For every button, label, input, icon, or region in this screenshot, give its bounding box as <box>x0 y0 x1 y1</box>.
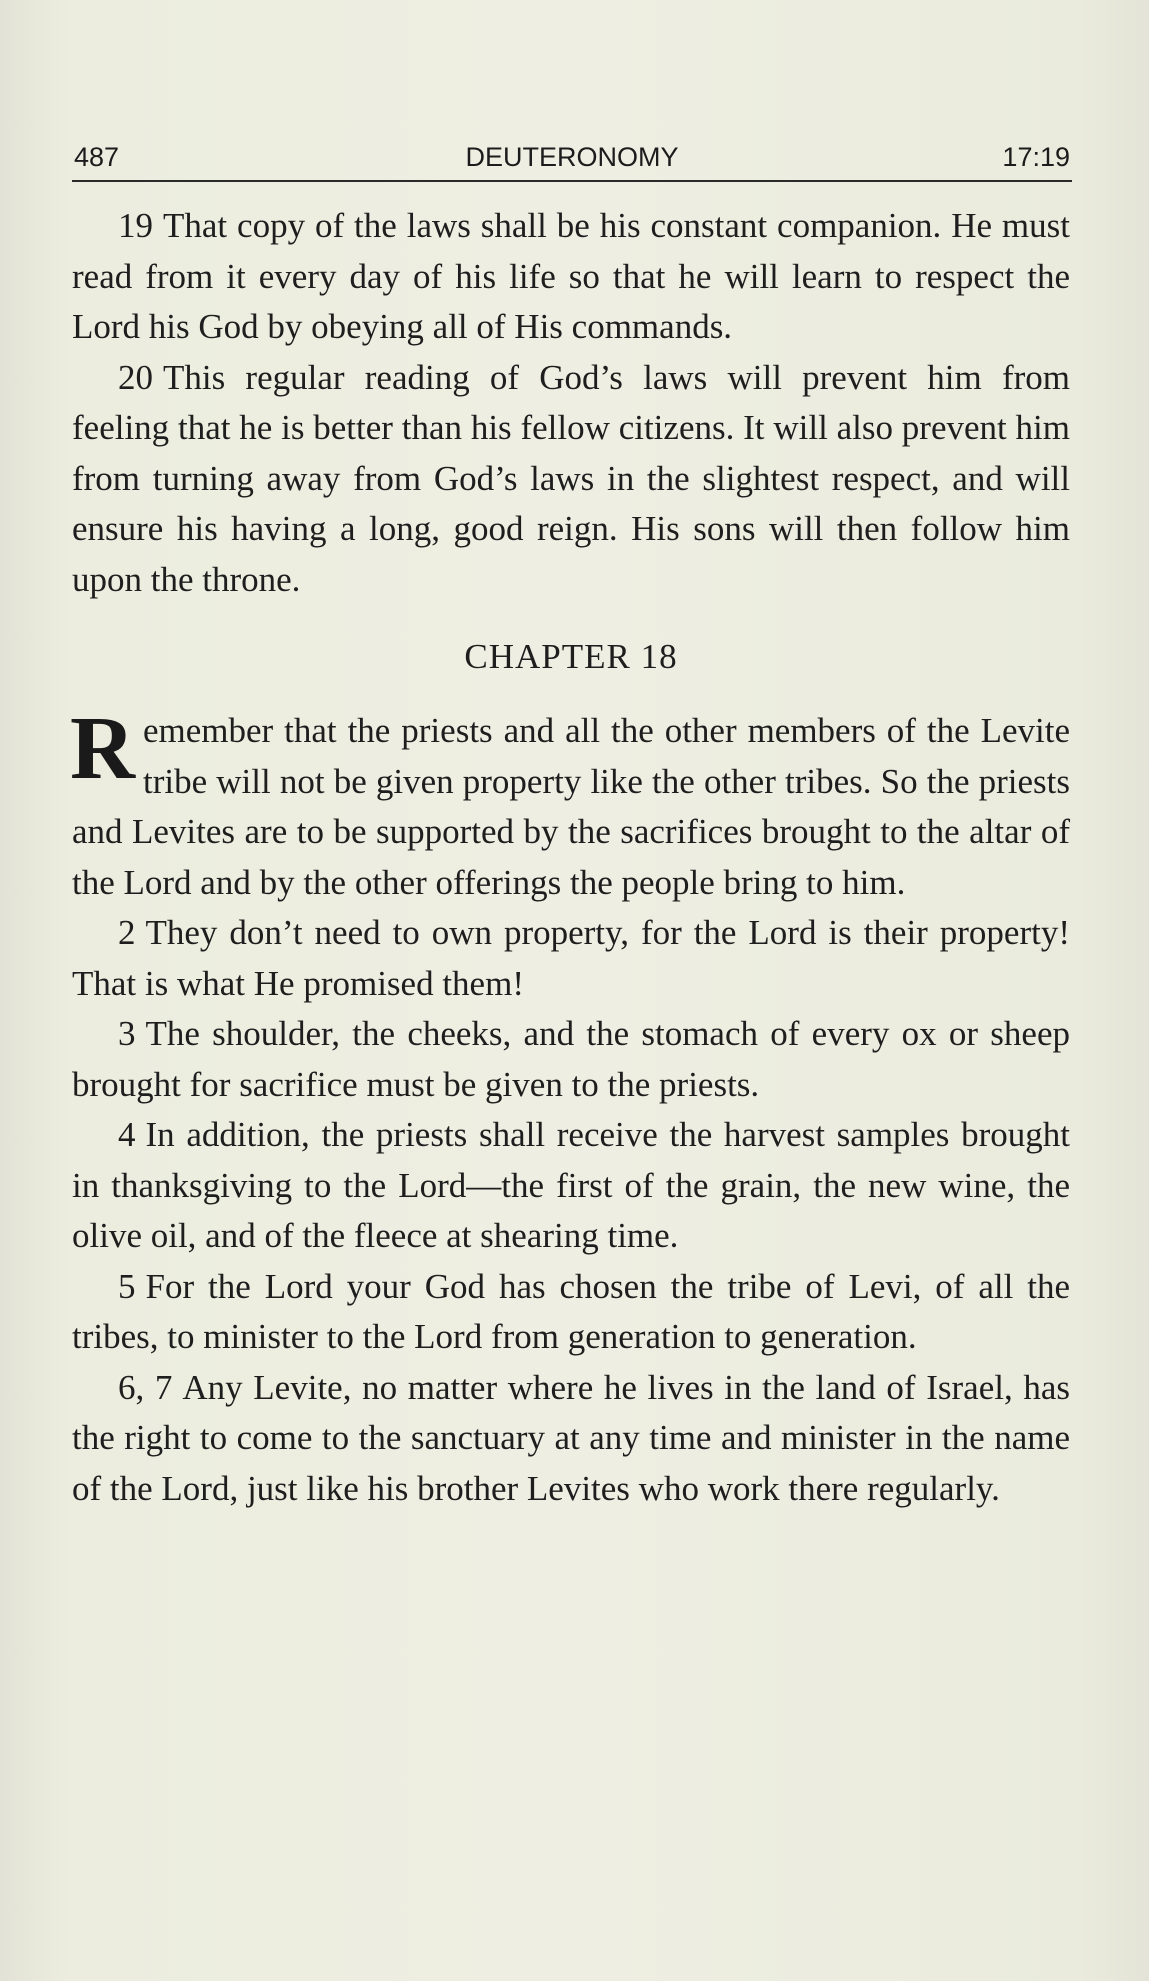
chapter-heading: CHAPTER 18 <box>464 637 678 676</box>
verse-paragraph <box>72 1110 1070 1262</box>
chapter-verse-reference: 17:19 <box>1002 142 1070 172</box>
verse-text: In addition, the priests shall receive the harvest samples brought in thanksgiving to the Lord—the first of the grain, the new wine, the olive oil, and of the fleece at shearing time. <box>72 1115 1070 1255</box>
verse-number: 2 <box>118 913 136 952</box>
verse-text: This regular reading of God’s laws will prevent him from feeling that he is better than his fellow citizens. It will also prevent him from turning away from God’s laws in the slightest respect, and will ensure his having a long, good reign. His sons will then follow him upon the throne. <box>72 357 1070 599</box>
verse-text: That copy of the laws shall be his constant companion. He must read from it every day of his life so that he will learn to respect the Lord his God by obeying all of His commands. <box>72 206 1070 346</box>
verse-paragraph <box>72 1262 1070 1363</box>
running-head <box>72 132 1072 182</box>
chapter-opening-paragraph <box>70 699 1070 908</box>
verse-text: Any Levite, no matter where he lives in the land of Israel, has the right to come to the sanctuary at any time and minister in the name of the Lord, just like his brother Levites who work there regularly. <box>72 1367 1070 1508</box>
opening-text: emember that the priests and all the other members of the Levite tribe will not be given property like the other tribes. So the priests and Levites are to be supported by the sacrifices brought to the altar of the Lord and by the other offerings the people bring to him. <box>72 711 1070 902</box>
verse-number: 19 <box>118 206 153 245</box>
verse-text: They don’t need to own property, for the Lord is their property! That is what He promised them! <box>72 913 1070 1003</box>
book-title: DEUTERONOMY <box>465 142 679 172</box>
verse-paragraph <box>72 353 1070 606</box>
drop-cap: R <box>70 699 135 798</box>
verse-text: The shoulder, the cheeks, and the stomach of every ox or sheep brought for sacrifice must be given to the priests. <box>72 1014 1070 1104</box>
verse-number: 4 <box>118 1115 136 1154</box>
page-number: 487 <box>74 142 120 172</box>
verse-paragraph <box>72 1009 1070 1110</box>
verse-number: 20 <box>118 357 153 397</box>
verse-text: For the Lord your God has chosen the tribe of Levi, of all the tribes, to minister to the Lord from generation to generation. <box>72 1266 1070 1356</box>
verse-paragraph <box>72 1363 1070 1515</box>
verse-number: 5 <box>118 1266 136 1306</box>
verse-number: 6, 7 <box>118 1367 173 1407</box>
body-text <box>72 201 1070 1514</box>
verse-paragraph <box>72 201 1070 353</box>
verse-paragraph <box>72 908 1070 1009</box>
verse-number: 3 <box>118 1014 136 1053</box>
